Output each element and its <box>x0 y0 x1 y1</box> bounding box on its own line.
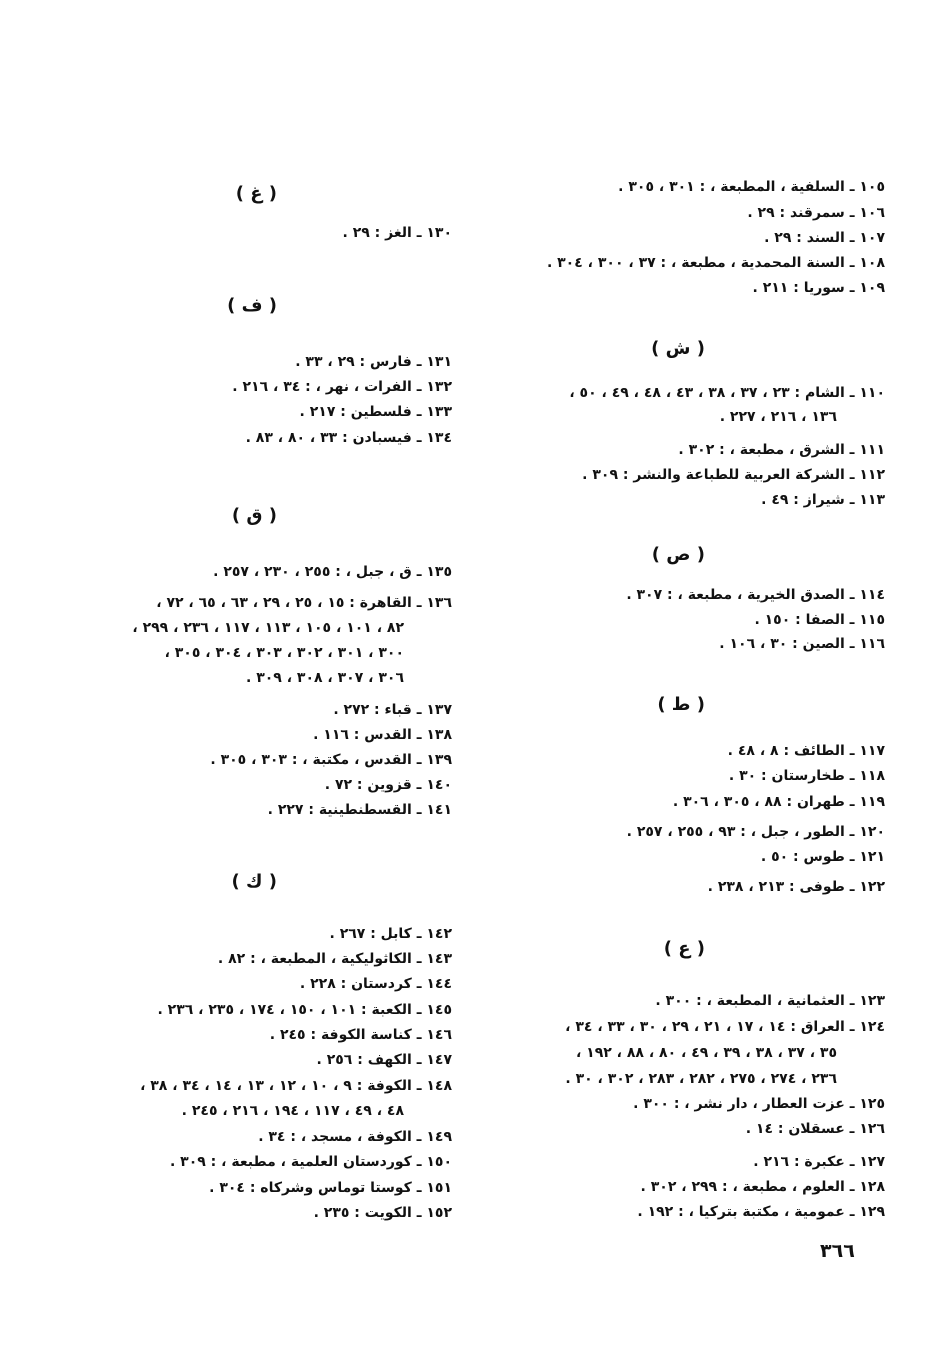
index-entry-128: ١٢٨ ـ العلوم ، مطبعة ، : ٢٩٩ ، ٣٠٢ . <box>640 1179 885 1195</box>
index-entry-147: ١٤٧ ـ الكهف : ٢٥٦ . <box>316 1052 452 1068</box>
section-heading-fa: ( ف ) <box>227 295 277 316</box>
index-entry-133: ١٣٣ ـ فلسطين : ٢١٧ . <box>299 404 452 420</box>
index-entry-120: ١٢٠ ـ الطور ، جبل ، : ٩٣ ، ٢٥٥ ، ٢٥٧ . <box>626 824 885 840</box>
index-entry-127: ١٢٧ ـ عكبرة : ٢١٦ . <box>753 1154 885 1170</box>
index-entry-130: ١٣٠ ـ الغز : ٢٩ . <box>342 225 452 241</box>
index-entry-110: ١١٠ ـ الشام : ٢٣ ، ٣٧ ، ٣٨ ، ٤٣ ، ٤٨ ، ٤٩ ، ٥٠ ، <box>569 385 885 401</box>
index-entry-146: ١٤٦ ـ كناسة الكوفة : ٢٤٥ . <box>269 1027 452 1043</box>
index-entry-132: ١٣٢ ـ الفرات ، نهر ، : ٣٤ ، ٢١٦ . <box>232 379 452 395</box>
page-number: ٣٦٦ <box>820 1240 855 1262</box>
section-heading-shin: ( ش ) <box>651 338 705 359</box>
index-entry-106: ١٠٦ ـ سمرقند : ٢٩ . <box>747 205 885 221</box>
index-entry-134: ١٣٤ ـ فيسبادن : ٣٣ ، ٨٠ ، ٨٣ . <box>245 430 452 446</box>
index-entry-151: ١٥١ ـ كوستا توماس وشركاه : ٣٠٤ . <box>209 1180 452 1196</box>
index-entry-131: ١٣١ ـ فارس : ٢٩ ، ٣٣ . <box>295 354 452 370</box>
index-entry-140: ١٤٠ ـ قزوين : ٧٢ . <box>324 777 452 793</box>
index-entry-124-continued-1: ٣٥ ، ٣٧ ، ٣٨ ، ٣٩ ، ٤٩ ، ٨٠ ، ٨٨ ، ١٩٢ ، <box>575 1045 837 1061</box>
index-entry-150: ١٥٠ ـ كوردستان العلمية ، مطبعة ، : ٣٠٩ . <box>169 1154 452 1170</box>
index-entry-135: ١٣٥ ـ ق ، جبل ، : ٢٥٥ ، ٢٣٠ ، ٢٥٧ . <box>213 564 452 580</box>
index-entry-121: ١٢١ ـ طوس : ٥٠ . <box>760 849 885 865</box>
index-entry-112: ١١٢ ـ الشركة العربية للطباعة والنشر : ٣٠٩ . <box>582 467 885 483</box>
section-heading-kaf: ( ك ) <box>231 871 277 892</box>
index-entry-117: ١١٧ ـ الطائف : ٨ ، ٤٨ . <box>727 743 885 759</box>
index-entry-143: ١٤٣ ـ الكاثوليكية ، المطبعة ، : ٨٢ . <box>217 951 452 967</box>
index-entry-145: ١٤٥ ـ الكعبة : ١٠١ ، ١٥٠ ، ١٧٤ ، ٢٣٥ ، ٢٣٦ . <box>157 1002 452 1018</box>
section-heading-qaf: ( ق ) <box>231 505 277 526</box>
index-entry-142: ١٤٢ ـ كابل : ٢٦٧ . <box>329 926 452 942</box>
index-entry-122: ١٢٢ ـ طوفى : ٢١٣ ، ٢٣٨ . <box>707 879 885 895</box>
index-entry-109: ١٠٩ ـ سوريا : ٢١١ . <box>752 280 885 296</box>
index-entry-141: ١٤١ ـ القسطنطينية : ٢٢٧ . <box>267 802 452 818</box>
index-entry-123: ١٢٣ ـ العثمانية ، المطبعة ، : ٣٠٠ . <box>655 993 885 1009</box>
index-entry-124-continued-2: ٢٣٦ ، ٢٧٤ ، ٢٧٥ ، ٢٨٢ ، ٢٨٣ ، ٣٠٢ ، ٣٠ . <box>565 1071 837 1087</box>
index-entry-136-continued-2: ٣٠٠ ، ٣٠١ ، ٣٠٢ ، ٣٠٣ ، ٣٠٤ ، ٣٠٥ ، <box>164 645 404 661</box>
index-entry-114: ١١٤ ـ الصدق الخيرية ، مطبعة ، : ٣٠٧ . <box>626 587 885 603</box>
index-entry-110-continued: ١٣٦ ، ٢١٦ ، ٢٢٧ . <box>719 409 837 425</box>
section-heading-ain: ( ع ) <box>663 938 705 959</box>
index-entry-126: ١٢٦ ـ عسقلان : ١٤ . <box>745 1121 885 1137</box>
index-entry-148-continued: ٤٨ ، ٤٩ ، ١١٧ ، ١٩٤ ، ٢١٦ ، ٢٤٥ . <box>181 1103 404 1119</box>
section-heading-ghain: ( غ ) <box>235 183 277 204</box>
index-entry-136-continued-3: ٣٠٦ ، ٣٠٧ ، ٣٠٨ ، ٣٠٩ . <box>246 670 404 686</box>
index-entry-125: ١٢٥ ـ عزت العطار ، دار نشر ، : ٣٠٠ . <box>633 1096 885 1112</box>
section-heading-ta: ( ط ) <box>657 694 705 715</box>
index-entry-129: ١٢٩ ـ عمومية ، مكتبة بتركيا ، : ١٩٢ . <box>637 1204 885 1220</box>
index-entry-115: ١١٥ ـ الصفا : ١٥٠ . <box>754 612 885 628</box>
index-entry-124: ١٢٤ ـ العراق : ١٤ ، ١٧ ، ٢١ ، ٢٩ ، ٣٠ ، ٣٣ ، ٣٤ ، <box>565 1019 885 1035</box>
index-entry-138: ١٣٨ ـ القدس : ١١٦ . <box>313 727 452 743</box>
index-entry-139: ١٣٩ ـ القدس ، مكتبة ، : ٣٠٣ ، ٣٠٥ . <box>210 752 452 768</box>
index-entry-137: ١٣٧ ـ قباء : ٢٧٢ . <box>333 702 452 718</box>
section-heading-sad: ( ص ) <box>651 544 705 565</box>
index-entry-111: ١١١ ـ الشرق ، مطبعة ، : ٣٠٢ . <box>678 442 885 458</box>
index-entry-113: ١١٣ ـ شيراز : ٤٩ . <box>761 492 885 508</box>
index-entry-118: ١١٨ ـ طخارستان : ٣٠ . <box>728 768 885 784</box>
index-entry-108: ١٠٨ ـ السنة المحمدية ، مطبعة ، : ٣٧ ، ٣٠٠ ، ٣٠٤ . <box>546 255 885 271</box>
index-entry-136-continued-1: ٨٢ ، ١٠١ ، ١٠٥ ، ١١٣ ، ١١٧ ، ٢٣٦ ، ٢٩٩ ، <box>132 620 404 636</box>
index-entry-152: ١٥٢ ـ الكويت : ٢٣٥ . <box>313 1205 452 1221</box>
index-entry-105: ١٠٥ ـ السلفية ، المطبعة ، : ٣٠١ ، ٣٠٥ . <box>618 179 885 195</box>
index-entry-148: ١٤٨ ـ الكوفة : ٩ ، ١٠ ، ١٢ ، ١٣ ، ١٤ ، ٣٤ ، ٣٨ ، <box>140 1078 452 1094</box>
index-entry-144: ١٤٤ ـ كردستان : ٢٢٨ . <box>299 976 452 992</box>
index-entry-107: ١٠٧ ـ السند : ٢٩ . <box>764 230 885 246</box>
index-entry-149: ١٤٩ ـ الكوفة ، مسجد ، : ٣٤ . <box>258 1129 452 1145</box>
index-entry-116: ١١٦ ـ الصين : ٣٠ ، ١٠٦ . <box>719 636 885 652</box>
index-entry-136: ١٣٦ ـ القاهرة : ١٥ ، ٢٥ ، ٢٩ ، ٦٣ ، ٦٥ ، ٧٢ ، <box>156 595 452 611</box>
index-entry-119: ١١٩ ـ طهران : ٨٨ ، ٣٠٥ ، ٣٠٦ . <box>672 794 885 810</box>
